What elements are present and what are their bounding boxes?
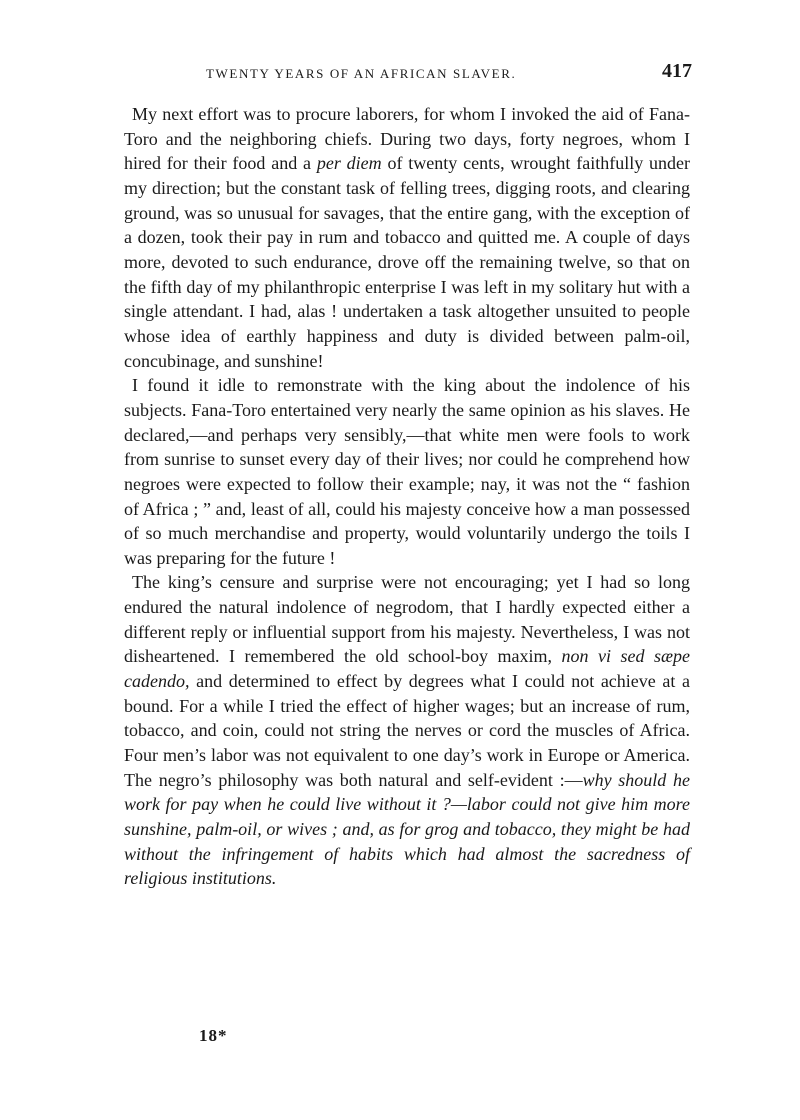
body-text (124, 102, 690, 891)
italic-segment: non vi sed sæpe cadendo, (124, 646, 691, 692)
text-segment: My next effort was to procure laborers, for whom I invoked the aid of Fana-Toro and the neighboring chiefs. During two days, forty negroes, whom I hired for their food and a (124, 104, 690, 174)
text-segment: The king’s censure and surprise were not encouraging; yet I had so long endured the natural indolence of negrodom, that I hardly expected either a different reply or influential support from his majesty. Nevertheless, I was not disheartened. I remembered the old school-boy maxim, (124, 572, 690, 667)
running-head (124, 60, 696, 86)
page-number: 417 (662, 60, 692, 82)
text-segment: and determined to effect by degrees what I could not achieve at a bound. For a while I tried the effect of higher wages; but an increase of rum, tobacco, and coin, could not string the nerves or cord the muscles of Africa. Four men’s labor was not equivalent to one day’s work in Europe or America. The negro’s philosophy was both natural and self-evident :— (124, 671, 690, 790)
paragraph (124, 373, 690, 570)
paragraph (124, 570, 690, 891)
paragraph (124, 102, 690, 373)
running-title: TWENTY YEARS OF AN AFRICAN SLAVER. (206, 66, 517, 81)
signature-mark: 18* (199, 1026, 228, 1045)
italic-segment: per diem (316, 153, 382, 174)
text-segment: of twenty cents, wrought faithfully under my direction; but the constant task of felling trees, digging roots, and clearing ground, was so unusual for savages, that the entire gang, with the exception of a dozen, took their pay in rum and tobacco and quitted me. A couple of days more, devoted to such endurance, drove off the remaining twelve, so that on the fifth day of my philanthropic enterprise I was left in my solitary hut with a single attendant. I had, alas ! undertaken a task altogether unsuited to people whose idea of earthly happiness and duty is divided between palm-oil, concubinage, and sunshine! (124, 153, 690, 371)
text-segment: I found it idle to remonstrate with the king about the indolence of his subjects. Fana-Toro entertained very nearly the same opinion as his slaves. He declared,—and perhaps very sensibly,—that white men were fools to work from sunrise to sunset every day of their lives; nor could he comprehend how negroes were expected to follow their example; nay, it was not the “ fashion of Africa ; ” and, least of all, could his majesty conceive how a man possessed of so much merchandise and property, would voluntarily undergo the toils I was preparing for the future ! (124, 375, 690, 568)
italic-segment: why should he work for pay when he could live without it ?—labor could not give him more sunshine, palm-oil, or wives ; and, as for grog and tobacco, they might be had without the infringement of habits which had almost the sacredness of religious institutions. (124, 769, 691, 889)
